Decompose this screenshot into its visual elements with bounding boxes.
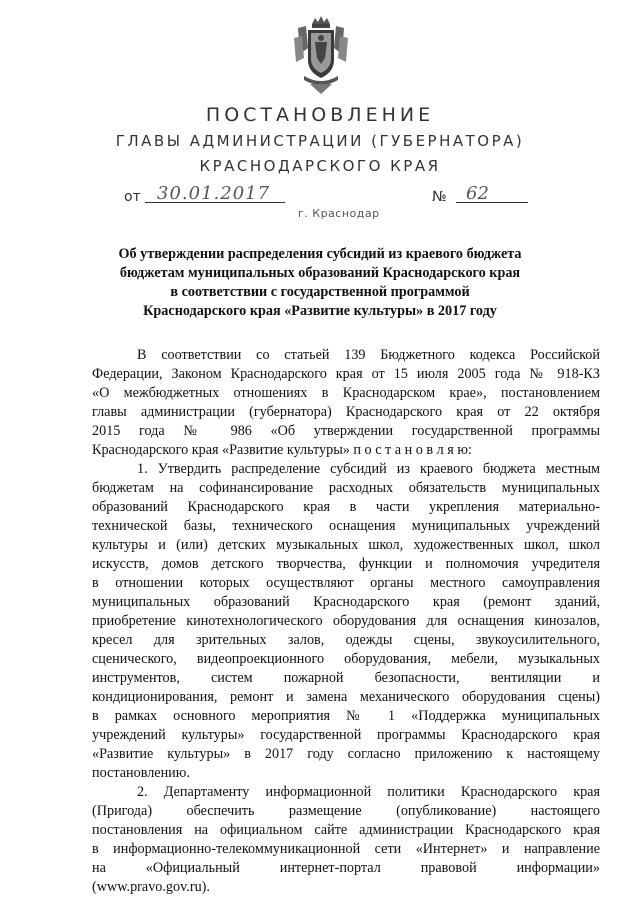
paragraph-line: постановления на официальном сайте администрации Краснодарского края xyxy=(92,822,600,838)
number-field: 62 xyxy=(456,183,528,203)
paragraph-line: образований Краснодарского края в части укрепления материально- xyxy=(92,499,600,515)
number-label: № xyxy=(432,189,447,205)
document-type: ПОСТАНОВЛЕНИЕ xyxy=(205,104,435,126)
paragraph-line: В соответствии со статьей 139 Бюджетного кодекса Российской xyxy=(137,347,600,363)
krasnodar-coat-of-arms-icon xyxy=(292,14,350,96)
city: г. Краснодар xyxy=(298,207,380,220)
paragraph-line: учреждений культуры» государственной программы Краснодарского края xyxy=(92,727,600,743)
date-field: 30.01.2017 xyxy=(145,183,285,203)
paragraph-1 xyxy=(92,346,600,460)
paragraph-line: на «Официальный интернет-портал правовой информации» xyxy=(92,860,600,876)
paragraph-2 xyxy=(92,460,600,783)
paragraph-line: инструментов, систем пожарной безопасности, вентиляции и xyxy=(92,670,600,686)
paragraph-line: (www.pravo.gov.ru). xyxy=(92,879,210,895)
paragraph-line: в рамках основного мероприятия № 1 «Поддержка муниципальных xyxy=(92,708,600,724)
paragraph-line: Федерации, Законом Краснодарского края от 15 июля 2005 года № 918-КЗ xyxy=(92,366,600,382)
paragraph-line: в отношении которых осуществляют органы местного самоуправления xyxy=(92,575,600,591)
paragraph-line: кондиционирования, ремонт и замена механического оборудования сцены) xyxy=(92,689,600,705)
title-line: Об утверждении распределения субсидий из краевого бюджета xyxy=(118,246,522,262)
paragraph-line: муниципальных образований Краснодарского края (ремонт зданий, xyxy=(92,594,600,610)
paragraph-line: Краснодарского края «Развитие культуры» п о с т а н о в л я ю: xyxy=(92,442,472,458)
paragraph-line: «Развитие культуры» в 2017 году согласно приложению к настоящему xyxy=(92,746,600,762)
document-body xyxy=(92,346,600,897)
paragraph-line: кресел для зрительных залов, одежды сцены, звукоусилительного, xyxy=(92,632,600,648)
paragraph-line: постановлению. xyxy=(92,765,190,781)
date-label: от xyxy=(124,189,141,205)
title-line: бюджетам муниципальных образований Краснодарского края xyxy=(119,265,521,281)
paragraph-line: (Пригода) обеспечить размещение (опубликование) настоящего xyxy=(92,803,600,819)
document-meta xyxy=(0,183,640,209)
paragraph-line: культуры и (или) детских музыкальных школ, художественных школ, школ xyxy=(92,537,600,553)
paragraph-line: главы администрации (губернатора) Краснодарского края от 22 октября xyxy=(92,404,600,420)
title-line: в соответствии с государственной программой xyxy=(170,284,470,300)
paragraph-line: технической базы, технического оснащения муниципальных учреждений xyxy=(92,518,600,534)
paragraph-line: 2015 года № 986 «Об утверждении государственной программы xyxy=(92,423,600,439)
title-line: Краснодарского края «Развитие культуры» в 2017 году xyxy=(143,303,497,319)
paragraph-line: в информационно-телекоммуникационной сети «Интернет» и направление xyxy=(92,841,600,857)
paragraph-line: бюджетам на софинансирование расходных обязательств муниципальных xyxy=(92,480,600,496)
issuer-line-2: КРАСНОДАРСКОГО КРАЯ xyxy=(199,157,441,175)
issuer-line-1: ГЛАВЫ АДМИНИСТРАЦИИ (ГУБЕРНАТОРА) xyxy=(115,132,525,150)
paragraph-line: приобретение кинотехнологического оборудования для оснащения кинозалов, xyxy=(92,613,600,629)
paragraph-line: 2. Департаменту информационной политики Краснодарского края xyxy=(137,784,600,800)
paragraph-line: сценического, видеопроекционного оборудования, мебели, музыкальных xyxy=(92,651,600,667)
document-title xyxy=(100,245,540,321)
paragraph-line: искусств, домов детского творчества, функции и полномочия учредителя xyxy=(92,556,600,572)
paragraph-3 xyxy=(92,783,600,897)
paragraph-line: 1. Утвердить распределение субсидий из краевого бюджета местным xyxy=(137,461,600,477)
paragraph-line: «О межбюджетных отношениях в Краснодарском крае», постановлением xyxy=(92,385,600,401)
